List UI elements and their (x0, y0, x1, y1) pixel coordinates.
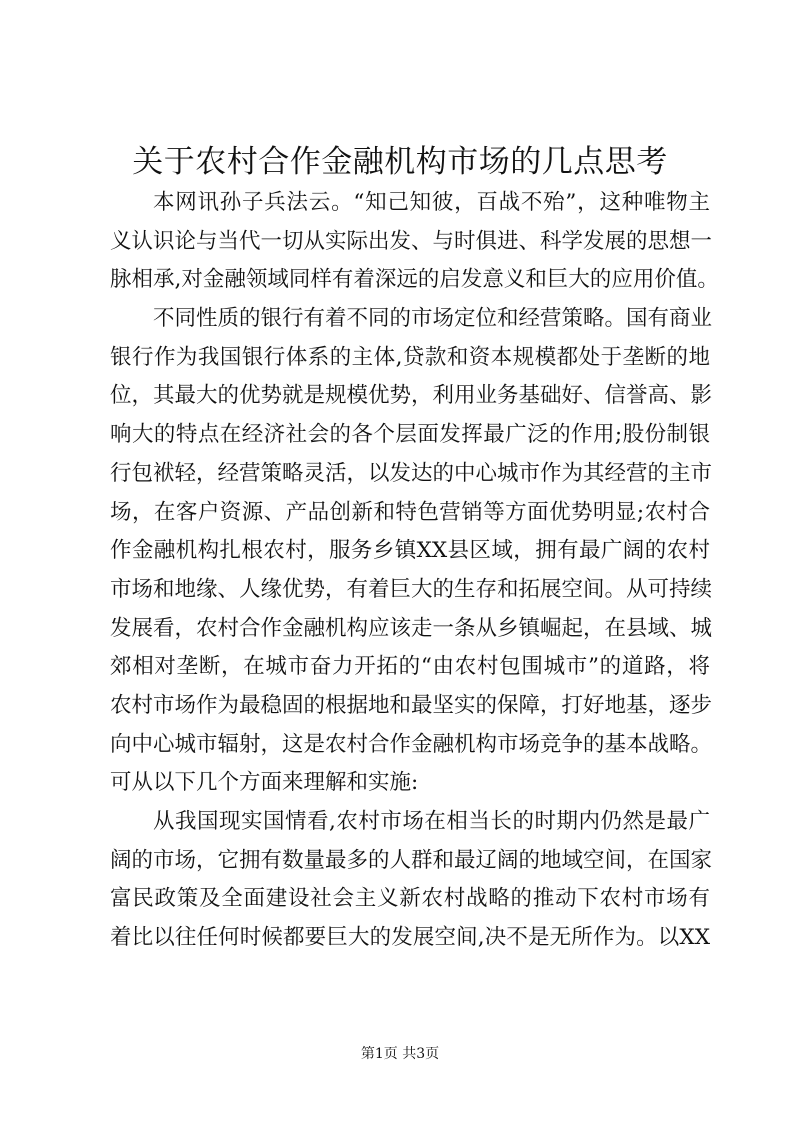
text-line: 作金融机构扎根农村，服务乡镇XX县区域，拥有最广阔的农村 (110, 538, 710, 564)
text-line: 场，在客户资源、产品创新和特色营销等方面优势明显;农村合 (110, 499, 710, 525)
document-title: 关于农村合作金融机构市场的几点思考 (132, 144, 668, 180)
text-line: 义认识论与当代一切从实际出发、与时俱进、科学发展的思想一 (110, 228, 713, 254)
text-line: 郊相对垄断，在城市奋力开拓的“由农村包围城市”的道路，将 (110, 654, 710, 680)
paragraph-2 (110, 300, 713, 803)
text-line: 市场和地缘、人缘优势，有着巨大的生存和拓展空间。从可持续 (110, 576, 713, 602)
document-body (110, 184, 719, 958)
text-line: 农村市场作为最稳固的根据地和最坚实的保障，打好地基，逐步 (110, 692, 713, 718)
text-line: 位，其最大的优势就是规模优势，利用业务基础好、信誉高、影 (110, 383, 713, 409)
text-line: 从我国现实国情看,农村市场在相当长的时期内仍然是最广 (153, 809, 710, 834)
paragraph-3 (110, 803, 713, 958)
page-number: 第1页 共3页 (360, 1046, 440, 1062)
paragraph-1 (110, 184, 719, 300)
text-line: 行包袱轻，经营策略灵活，以发达的中心城市作为其经营的主市 (110, 460, 713, 486)
text-line: 响大的特点在经济社会的各个层面发挥最广泛的作用;股份制银 (110, 422, 710, 448)
text-line: 银行作为我国银行体系的主体,贷款和资本规模都处于垄断的地 (110, 344, 710, 370)
text-line: 脉相承,对金融领域同样有着深远的启发意义和巨大的应用价值。 (110, 267, 719, 293)
text-line: 可从以下几个方面来理解和实施: (110, 770, 419, 796)
text-line: 着比以往任何时候都要巨大的发展空间,决不是无所作为。以XX (110, 925, 710, 951)
text-line: 富民政策及全面建设社会主义新农村战略的推动下农村市场有 (110, 886, 710, 912)
text-line: 本网讯孙子兵法云。“知己知彼，百战不殆”，这种唯物主 (153, 190, 710, 215)
text-line: 发展看，农村合作金融机构应该走一条从乡镇崛起，在县域、城 (110, 615, 713, 641)
text-line: 阔的市场，它拥有数量最多的人群和最辽阔的地域空间，在国家 (110, 847, 713, 873)
text-line: 向中心城市辐射，这是农村合作金融机构市场竞争的基本战略。 (110, 731, 713, 757)
text-line: 不同性质的银行有着不同的市场定位和经营策略。国有商业 (153, 306, 713, 332)
